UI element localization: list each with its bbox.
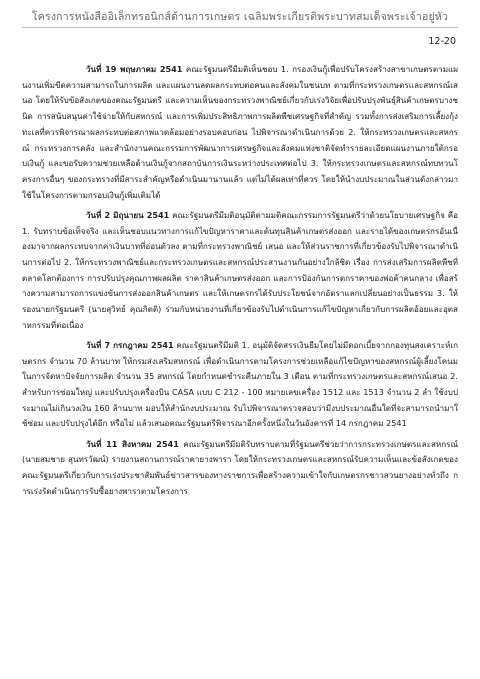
paragraph-date: วันที่ 2 มิถุนายน 2541 [86, 209, 170, 220]
paragraph-text: คณะรัฐมนตรีมีมติ 1. อนุมัติจัดสรรเงินยืมโดยไม่มีดอกเบี้ยจากกองทุนสงเคราะห์เกษตรกร จำนวน 70 ล้านบาท ให้กรมส่งเสริมสหกรณ์ เพื่อดำเนินการตามโครงการช่วยเหลือแก้ไขปัญหาของสหกรณ์ผู้เลี้ยงโคนมในการจัดหาปัจจัยการผลิต จำนวน 35 สหกรณ์ โดยกำหนดชำระคืนภายใน 3 เดือน ตามที่กระทรวงเกษตรและสหกรณ์เสนอ 2. สำหรับการซ่อมใหญ่ และปรับปรุงเครื่องบิน CASA แบบ C 212 - 100 หมายเลขเครื่อง 1512 และ 1513 จำนวน 2 ลำ ใช้งบประมาณไม่เกินวงเงิน 160 ล้านบาท มอบให้สำนักงบประมาณ รับไปพิจารณาตรวจสอบว่ามีงบประมาณอื่นใดที่จะสามารถนำมาใช้ซ่อม และปรับปรุงได้อีก หรือไม่ แล้วเสนอคณะรัฐมนตรีพิจารณาอีกครั้งหนึ่งในวันอังคารที่ 14 กรกฎาคม 2541 [22, 339, 458, 429]
page-number: 12-20 [428, 36, 456, 47]
document-header-title: โครงการหนังสืออิเล็กทรอนิกส์ด้านการเกษตร เฉลิมพระเกียรติพระบาทสมเด็จพระเจ้าอยู่หัว [31, 11, 449, 23]
document-body [22, 62, 458, 504]
header-divider [22, 27, 458, 28]
paragraph-date: วันที่ 7 กรกฎาคม 2541 [86, 339, 174, 350]
paragraph-text: คณะรัฐมนตรีมีมติเห็นชอบ 1. กรองเงินกู้เพื่อปรับโครงสร้างสาขาเกษตรตามแผนงานเพิ่มขีดความสามารถในการผลิต และแผนงานลดผลกระทบต่อคนและสังคมในชนบท ตามที่กระทรวงเกษตรและสหกรณ์เสนอ โดยให้รับข้อสังเกตของคณะรัฐมนตรี และความเห็นของกระทรวงพาณิชย์เกี่ยวกับเร่งวิจัยเพื่อปรับปรุงพันธุ์สินค้าเกษตรบางชนิด การสนับสนุนค่าใช้จ่ายให้กับสหกรณ์ และการเพิ่มประสิทธิภาพการผลิตพืชเศรษฐกิจที่สำคัญ รวมทั้งการส่งเสริมการเลี้ยงกุ้งทะเลที่ควรพิจารณาผลกระทบต่อสภาพแวดล้อมอย่างรอบคอบก่อน ไปพิจารณาดำเนินการด้วย 2. ให้กระทรวงเกษตรและสหกรณ์ กระทรวงการคลัง และสำนักงานคณะกรรมการพัฒนาการเศรษฐกิจและสังคมแห่งชาติจัดทำรายละเอียดแผนงานภายใต้กรอบเงินกู้ และขอรับความช่วยเหลือด้านเงินกู้จากสถาบันการเงินระหว่างประเทศต่อไป 3. ให้กระทรวงเกษตรและสหกรณ์ทบทวนโครงการอื่นๆ ของกระทรวงที่มีสาระสำคัญหรือดำเนินมานานแล้ว แต่ไม่ได้ผลเท่าที่ควร โดยให้นำงบประมาณในส่วนดังกล่าวมาใช้ในโครงการตามกรอบเงินกู้เพิ่มเติมได้ [22, 64, 458, 200]
paragraph-text: คณะรัฐมนตรีมีมติรับทราบตามที่รัฐมนตรีช่วยว่าการกระทรวงเกษตรและสหกรณ์ (นายสมชาย สุนทรวัฒน์) รายงานสถานการณ์ราคายางพารา โดยให้กระทรวงเกษตรและสหกรณ์รับความเห็นและข้อสังเกตของคณะรัฐมนตรีเกี่ยวกับการเร่งประชาสัมพันธ์ข่าวสารของทางราชการเพื่อสร้างความเข้าใจกับเกษตรกรชาวสวนยางอย่างทั่วถึง การเร่งรัดดำเนินการรับซื้อยางพาราตามโครงการ [22, 438, 458, 496]
paragraph-date: วันที่ 19 พฤษภาคม 2541 [86, 64, 183, 74]
paragraph-2-june-1998 [22, 208, 458, 334]
paragraph-19-may-1998 [22, 62, 458, 203]
paragraph-date: วันที่ 11 สิงหาคม 2541 [86, 438, 179, 449]
paragraph-11-august-1998 [22, 437, 458, 500]
paragraph-text: คณะรัฐมนตรีมีมติอนุมัติตามมติคณะกรรมการรัฐมนตรีว่าด้วยนโยบายเศรษฐกิจ คือ 1. รับทราบข้อเท็จจริง และเห็นชอบแนวทางการแก้ไขปัญหาราคาและต้นทุนสินค้าเกษตรส่งออก และรายได้ของเกษตรกรอันเนื่องมาจากผลกระทบจากค่าเงินบาทที่อ่อนตัวลง ตามที่กระทรวงพาณิชย์ เสนอ และให้ส่วนราชการที่เกี่ยวข้องรับไปพิจารณาดำเนินการต่อไป 2. ให้กระทรวงพาณิชย์และกระทรวงเกษตรและสหกรณ์ประสานงานกันอย่างใกล้ชิด เรื่อง การส่งเสริมการผลิตพืชที่ตลาดโลกต้องการ การปรับปรุงคุณภาพผลผลิต ราคาสินค้าเกษตรส่งออก และการป้องกันการตกราคาของพ่อค้าคนกลาง เพื่อสร้างความสามารถการแข่งขันการส่งออกสินค้าเกษตร และให้เกษตรกรได้รับประโยชน์จากอัตราแลกเปลี่ยนอย่างเป็นธรรม 3. ให้รองนายกรัฐมนตรี (นายสุวิทย์ คุณกิตติ) ร่วมกับหน่วยงานที่เกี่ยวข้องรับไปดำเนินการแก้ไขปัญหาเกี่ยวกับการผลิตอ้อยและอุตสาหกรรมที่ต่อเนื่อง [22, 209, 458, 330]
paragraph-7-july-1998 [22, 338, 458, 432]
